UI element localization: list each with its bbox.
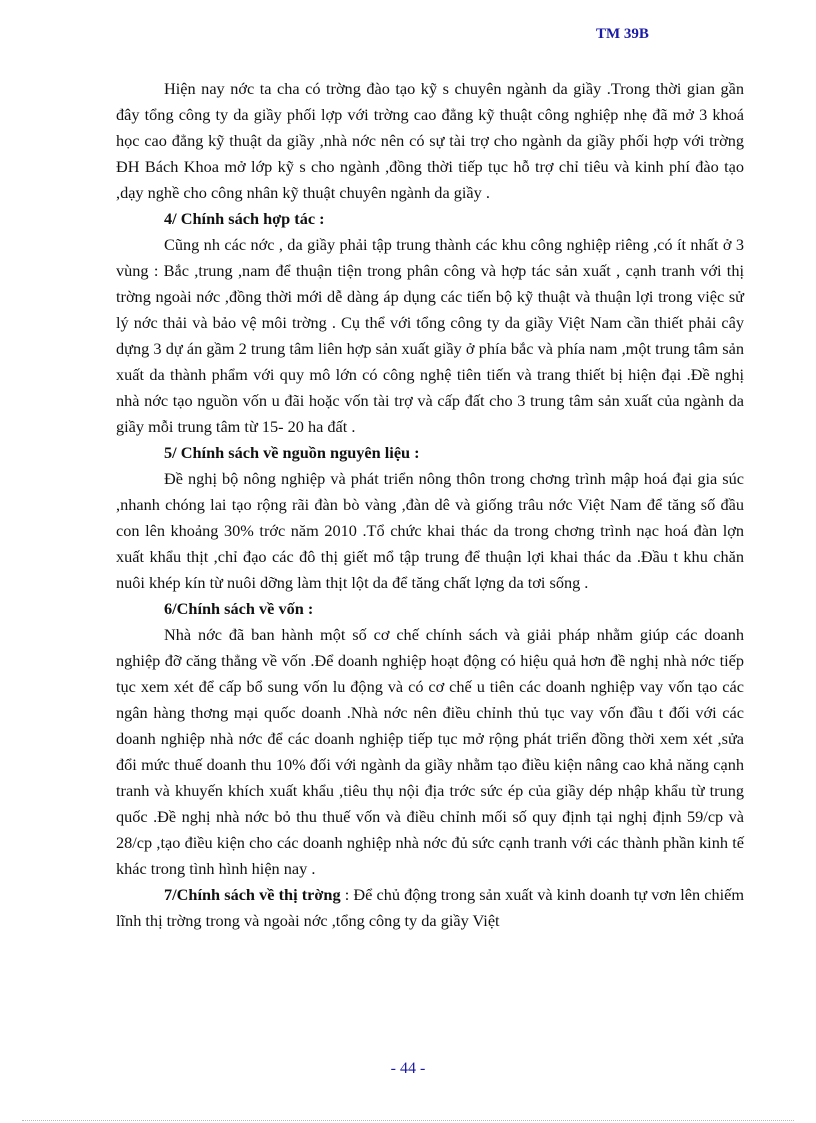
paragraph-raw-material: Đề nghị bộ nông nghiệp và phát triển nông thôn trong chơng trình mập hoá đại gia súc ,nhanh chóng lai tạo rộng rãi đàn bò vàng ,đàn dê và giống trâu nớc Việt Nam để tăng số đầu con lên khoảng 30% trớc năm 2010 .Tổ chức khai thác da trong chơng trình nạc hoá đàn lợn xuất khẩu thịt ,chỉ đạo các đô thị giết mổ tập trung để thuận lợi khai thác da .Đầu t khu chăn nuôi khép kín từ nuôi dỡng làm thịt lột da để tăng chất lợng da tơi sống .	[116, 469, 744, 592]
paragraph-market-text: : Để chủ động trong sản xuất và kinh doanh tự vơn lên chiếm lĩnh thị trờng trong và ngoài nớc ,tổng công ty da giầy Việt	[116, 885, 744, 930]
paragraph-cooperation: Cũng nh các nớc , da giầy phải tập trung thành các khu công nghiệp riêng ,có ít nhất ở 3 vùng : Bắc ,trung ,nam để thuận tiện trong phân công và hợp tác sản xuất , cạnh tranh với thị trờng ngoài nớc ,đồng thời mới dễ dàng áp dụng các tiến bộ kỹ thuật và thuận lợi trong việc sử lý nớc thải và bảo vệ môi trờng . Cụ thể với tổng công ty da giầy Việt Nam cần thiết phải cây dựng 3 dự án gầm 2 trung tâm liên hợp sản xuất giầy ở phía bắc và phía nam ,một trung tâm sản xuất da thành phẩm với quy mô lớn có công nghệ tiên tiến và trang thiết bị hiện đại .Đề nghị nhà nớc tạo nguồn vốn u đãi hoặc vốn tài trợ và cấp đất cho 3 trung tâm sản xuất của ngành da giầy mỗi trung tâm từ 15- 20 ha đất .	[116, 235, 744, 436]
document-code: TM 39B	[596, 26, 649, 42]
paragraph-training: Hiện nay nớc ta cha có trờng đào tạo kỹ s chuyên ngành da giầy .Trong thời gian gần đây tổng công ty da giầy phối lợp với trờng cao đẳng kỹ thuật công nghiệp nhẹ đã mở 3 khoá học cao đẳng kỹ thuật da giầy ,nhà nớc nên có sự tài trợ cho ngành da giầy phối hợp với trờng ĐH Bách Khoa mở lớp kỹ s cho ngành ,đồng thời tiếp tục hỗ trợ chỉ tiêu và kinh phí đào tạo ,dạy nghề cho công nhân kỹ thuật chuyên ngành da giầy .	[116, 79, 744, 202]
heading-cooperation-policy: 4/ Chính sách hợp tác :	[164, 209, 325, 228]
heading-raw-material-policy: 5/ Chính sách về nguồn nguyên liệu :	[164, 443, 420, 462]
heading-market-policy: 7/Chính sách về thị trờng	[164, 885, 341, 904]
page-number: - 44 -	[390, 1060, 426, 1077]
document-body	[116, 76, 744, 934]
page-bottom-divider	[22, 1120, 794, 1121]
paragraph-market	[116, 882, 744, 934]
paragraph-capital: Nhà nớc đã ban hành một số cơ chế chính sách và giải pháp nhằm giúp các doanh nghiệp đỡ căng thẳng về vốn .Để doanh nghiệp hoạt động có hiệu quả hơn đề nghị nhà nớc tiếp tục xem xét để cấp bổ sung vốn lu động và có cơ chế u tiên các doanh nghiệp vay vốn tạo các ngân hàng thơng mại quốc doanh .Nhà nớc nên điều chỉnh thủ tục vay vốn đầu t đối với các doanh nghiệp nhà nớc để các doanh nghiệp tiếp tục mở rộng phát triển đồng thời xem xét ,sửa đổi mức thuế doanh thu 10% đối với ngành da giầy nhằm tạo điều kiện nâng cao khả năng cạnh tranh và khuyến khích xuất khẩu ,tiêu thụ nội địa trớc sức ép của giầy dép nhập khẩu từ trung quốc .Đề nghị nhà nớc bỏ thu thuế vốn và điều chỉnh mối số quy định tại nghị định 59/cp và 28/cp ,tạo điều kiện cho các doanh nghiệp nhà nớc đủ sức cạnh tranh với các thành phần kinh tế khác trong tình hình hiện nay .	[116, 625, 744, 878]
heading-capital-policy: 6/Chính sách về vốn :	[164, 599, 314, 618]
